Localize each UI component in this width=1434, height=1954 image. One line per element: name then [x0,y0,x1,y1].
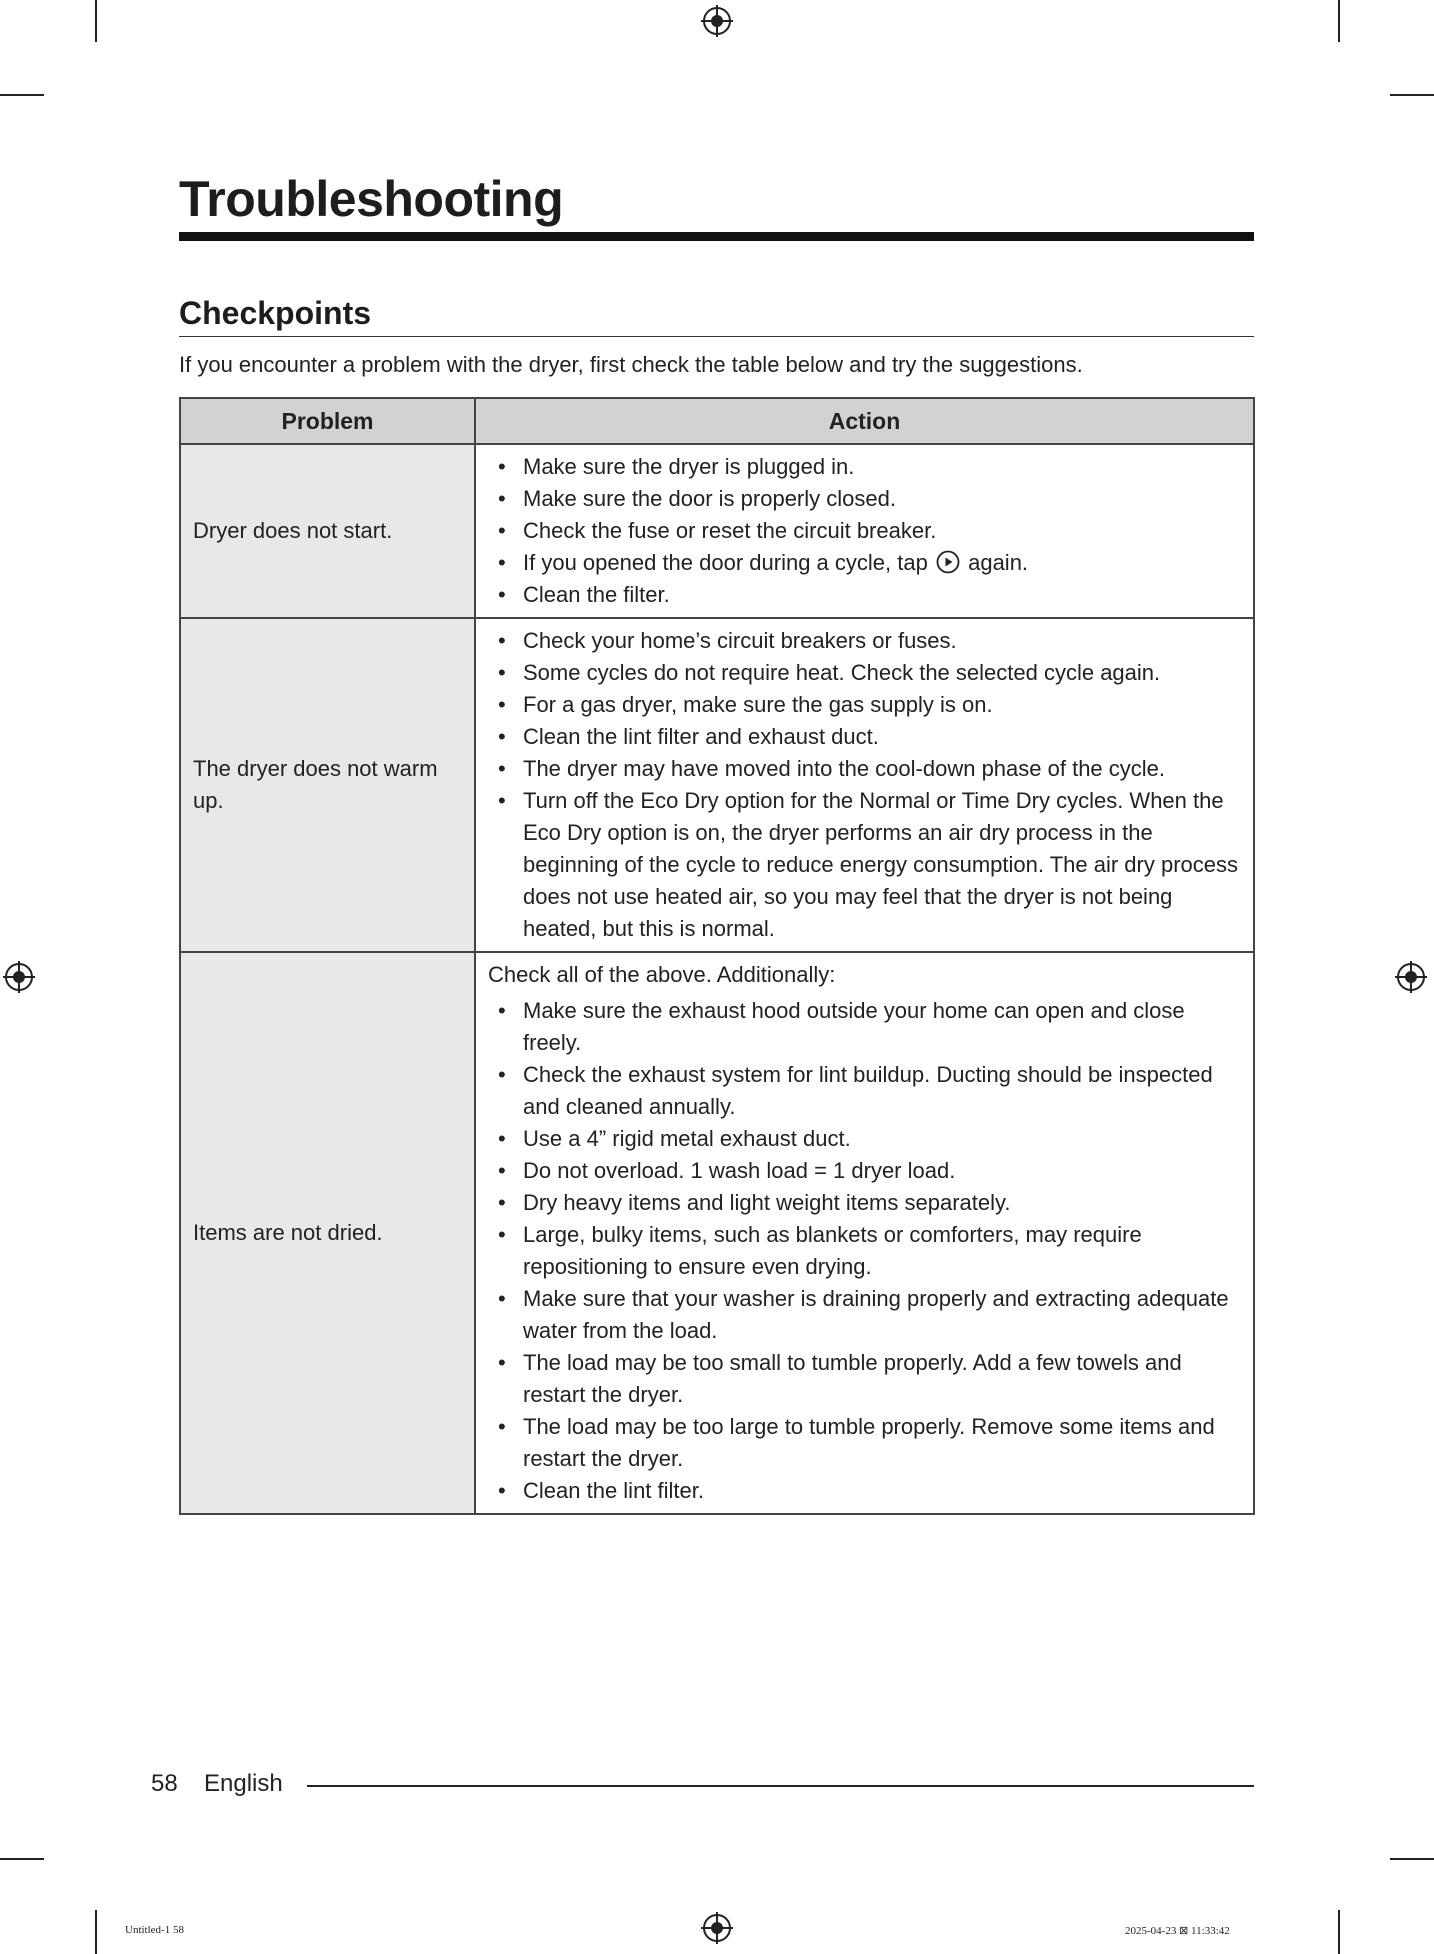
crop-mark [0,94,44,96]
table-row [180,618,1254,952]
list-item: • Make sure the exhaust hood outside your home can open and close freely. [488,995,1241,1059]
intro-text: If you encounter a problem with the dryer, first check the table below and try the suggestions. [179,352,1083,377]
list-item: • Dry heavy items and light weight items separately. [488,1187,1241,1219]
crop-mark [95,0,97,42]
action-list [488,451,1241,611]
table-row [180,444,1254,618]
list-item: • For a gas dryer, make sure the gas supply is on. [488,689,1241,721]
page-title: Troubleshooting [179,171,564,227]
crop-mark [1338,0,1340,42]
print-slug-left: Untitled-1 58 [125,1924,184,1936]
list-item: • Check your home’s circuit breakers or fuses. [488,625,1241,657]
list-item: • The dryer may have moved into the cool-down phase of the cycle. [488,753,1241,785]
action-lead-text: Check all of the above. Additionally: [488,962,836,987]
column-header-action: Action [475,398,1254,444]
list-item: • Do not overload. 1 wash load = 1 dryer load. [488,1155,1241,1187]
registration-mark-icon [1395,961,1427,993]
action-cell [475,952,1254,1514]
list-item: • Use a 4” rigid metal exhaust duct. [488,1123,1241,1155]
title-rule [179,232,1254,241]
list-item-text: again. [968,550,1029,575]
registration-mark-icon [701,1912,733,1944]
list-item: • The load may be too large to tumble properly. Remove some items and restart the dryer. [488,1411,1241,1475]
action-list [488,995,1241,1507]
section-rule [179,336,1254,337]
problem-cell: Dryer does not start. [180,444,475,618]
page-number: 58 [151,1770,178,1797]
action-list [488,625,1241,945]
list-item-text: If you opened the door during a cycle, tap [523,550,928,575]
crop-mark [1390,94,1434,96]
crop-mark [0,1858,44,1860]
crop-mark [95,1910,97,1954]
crop-mark [1338,1910,1340,1954]
list-item: • Make sure the dryer is plugged in. [488,451,1241,483]
list-item: • Large, bulky items, such as blankets or comforters, may require repositioning to ensure even drying. [488,1219,1241,1283]
list-item: • Clean the filter. [488,579,1241,611]
list-item: • Make sure that your washer is draining properly and extracting adequate water from the load. [488,1283,1241,1347]
list-item: • Check the exhaust system for lint buildup. Ducting should be inspected and cleaned annually. [488,1059,1241,1123]
list-item [488,547,1241,579]
registration-mark-icon [701,5,733,37]
list-item: • Clean the lint filter. [488,1475,1241,1507]
footer-rule [307,1785,1254,1787]
section-title: Checkpoints [179,295,372,331]
list-item: • Clean the lint filter and exhaust duct. [488,721,1241,753]
list-item: • Make sure the door is properly closed. [488,483,1241,515]
column-header-problem: Problem [180,398,475,444]
list-item: • The load may be too small to tumble properly. Add a few towels and restart the dryer. [488,1347,1241,1411]
table-row [180,952,1254,1514]
table-header-row [180,398,1254,444]
list-item: • Check the fuse or reset the circuit breaker. [488,515,1241,547]
action-cell [475,618,1254,952]
registration-mark-icon [3,961,35,993]
troubleshooting-table [179,397,1255,1515]
problem-cell: The dryer does not warm up. [180,618,475,952]
list-item: • Turn off the Eco Dry option for the Normal or Time Dry cycles. When the Eco Dry option is on, the dryer performs an air dry process in the beginning of the cycle to reduce energy consumption. The air dry process does not use heated air, so you may feel that the dryer is not being heated, but this is normal. [488,785,1241,945]
action-cell [475,444,1254,618]
play-circle-icon [936,550,960,574]
problem-cell: Items are not dried. [180,952,475,1514]
footer-language: English [204,1770,283,1797]
print-slug-right: 2025-04-23 ⊠ 11:33:42 [1125,1925,1230,1937]
list-item: • Some cycles do not require heat. Check the selected cycle again. [488,657,1241,689]
crop-mark [1390,1858,1434,1860]
